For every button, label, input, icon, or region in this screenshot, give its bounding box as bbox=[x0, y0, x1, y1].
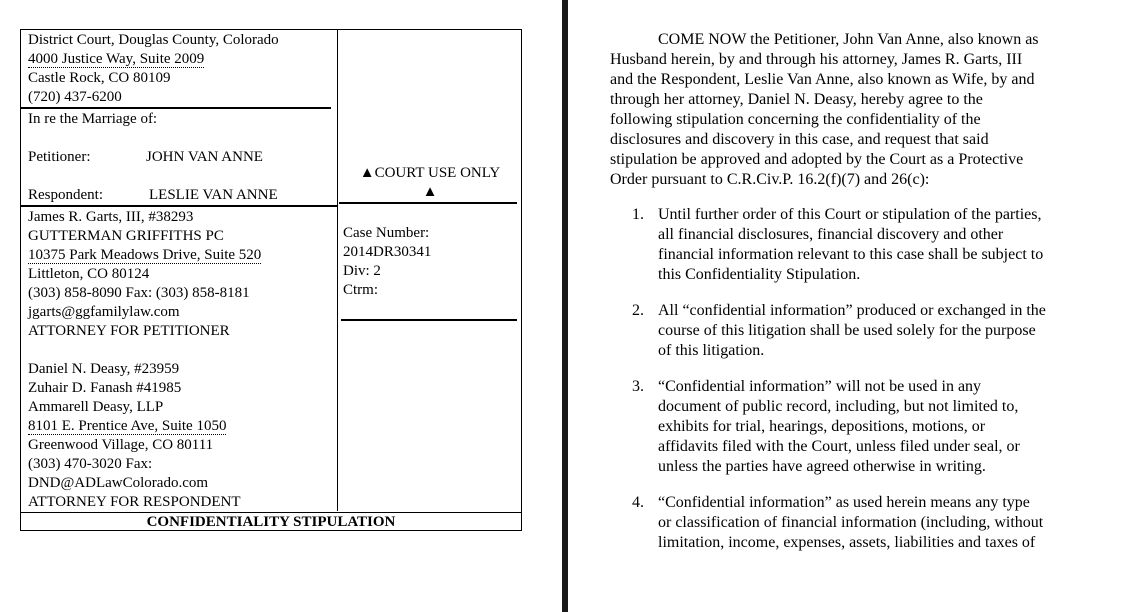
court-use-only: ▲COURT USE ONLY bbox=[359, 165, 501, 181]
respondent-label: Respondent: bbox=[28, 187, 103, 203]
intro-line: COME NOW the Petitioner, John Van Anne, also known as bbox=[658, 31, 1039, 48]
respondent-attorney-role: ATTORNEY FOR RESPONDENT bbox=[28, 494, 241, 510]
document-title: CONFIDENTIALITY STIPULATION bbox=[21, 512, 521, 532]
court-phone: (720) 437-6200 bbox=[28, 89, 122, 105]
left-page bbox=[0, 0, 562, 612]
court-name: District Court, Douglas County, Colorado bbox=[28, 32, 279, 48]
respondent-attorney-phone: (303) 470-3020 Fax: bbox=[28, 456, 153, 472]
caption-column-divider bbox=[337, 30, 338, 511]
item-number: 3. bbox=[632, 378, 644, 395]
petitioner-attorney-city: Littleton, CO 80124 bbox=[28, 266, 150, 282]
right-page bbox=[568, 0, 1140, 612]
intro-line: and the Respondent, Leslie Van Anne, also known as Wife, by and bbox=[610, 71, 1035, 88]
item-text: “Confidential information” will not be used in any document of public record, including, but not limited to, exhibits for trial, hearings, depositions, motions, or affidavits filed with the Court, unless filed under seal, or unless the parties have agreed otherwise in writing. bbox=[658, 378, 1020, 475]
item-text: Until further order of this Court or stipulation of the parties, all financial disclosures, financial discovery and other financial information relevant to this case shall be subject to this Confidentiality Stipulation. bbox=[658, 206, 1044, 283]
respondent-attorney-name2: Zuhair D. Fanash #41985 bbox=[28, 380, 182, 396]
rule bbox=[339, 202, 517, 204]
case-number-label: Case Number: bbox=[343, 225, 430, 241]
item-number: 1. bbox=[632, 206, 644, 223]
item-text: All “confidential information” produced or exchanged in the course of this litigation shall be used solely for the purpose of this litigation. bbox=[658, 302, 1046, 359]
item-number: 4. bbox=[632, 494, 644, 511]
court-use-arrow: ▲ bbox=[422, 184, 438, 200]
intro-paragraph bbox=[610, 30, 1120, 190]
petitioner-attorney-name: James R. Garts, III, #38293 bbox=[28, 209, 194, 225]
rule bbox=[341, 319, 517, 321]
petitioner-attorney-phone: (303) 858-8090 Fax: (303) 858-8181 bbox=[28, 285, 250, 301]
petitioner-attorney-role: ATTORNEY FOR PETITIONER bbox=[28, 323, 230, 339]
rule bbox=[21, 107, 331, 109]
item-text: “Confidential information” as used herein means any type or classification of financial information (including, without limitation, income, expenses, assets, liabilities and taxes of bbox=[658, 494, 1044, 551]
item-number: 2. bbox=[632, 302, 644, 319]
petitioner-label: Petitioner: bbox=[28, 149, 91, 165]
respondent-attorney-city: Greenwood Village, CO 80111 bbox=[28, 437, 214, 453]
case-ctrm: Ctrm: bbox=[343, 282, 379, 298]
intro-line: following stipulation concerning the confidentiality of the bbox=[610, 111, 981, 128]
petitioner-attorney-street: 10375 Park Meadows Drive, Suite 520 bbox=[28, 247, 262, 263]
respondent-attorney-name1: Daniel N. Deasy, #23959 bbox=[28, 361, 180, 377]
respondent-name: LESLIE VAN ANNE bbox=[149, 187, 278, 203]
petitioner-attorney-email: jgarts@ggfamilylaw.com bbox=[28, 304, 180, 320]
intro-line: through her attorney, Daniel N. Deasy, hereby agree to the bbox=[610, 91, 983, 108]
respondent-attorney-firm: Ammarell Deasy, LLP bbox=[28, 399, 164, 415]
case-number: 2014DR30341 bbox=[343, 244, 432, 260]
intro-line: Husband herein, by and through his attorney, James R. Garts, III bbox=[610, 51, 1023, 68]
case-div: Div: 2 bbox=[343, 263, 381, 279]
court-city: Castle Rock, CO 80109 bbox=[28, 70, 171, 86]
caption-box bbox=[20, 29, 522, 531]
petitioner-attorney-firm: GUTTERMAN GRIFFITHS PC bbox=[28, 228, 224, 244]
court-street: 4000 Justice Way, Suite 2009 bbox=[28, 51, 205, 67]
marriage-heading: In re the Marriage of: bbox=[28, 111, 158, 127]
respondent-attorney-street: 8101 E. Prentice Ave, Suite 1050 bbox=[28, 418, 227, 434]
intro-line: stipulation be approved and adopted by the Court as a Protective bbox=[610, 151, 1024, 168]
petitioner-name: JOHN VAN ANNE bbox=[146, 149, 263, 165]
rule bbox=[21, 205, 337, 207]
intro-line: disclosures and discovery in this case, and request that said bbox=[610, 131, 989, 148]
intro-line: Order pursuant to C.R.Civ.P. 16.2(f)(7) and 26(c): bbox=[610, 171, 930, 188]
respondent-attorney-email: DND@ADLawColorado.com bbox=[28, 475, 209, 491]
